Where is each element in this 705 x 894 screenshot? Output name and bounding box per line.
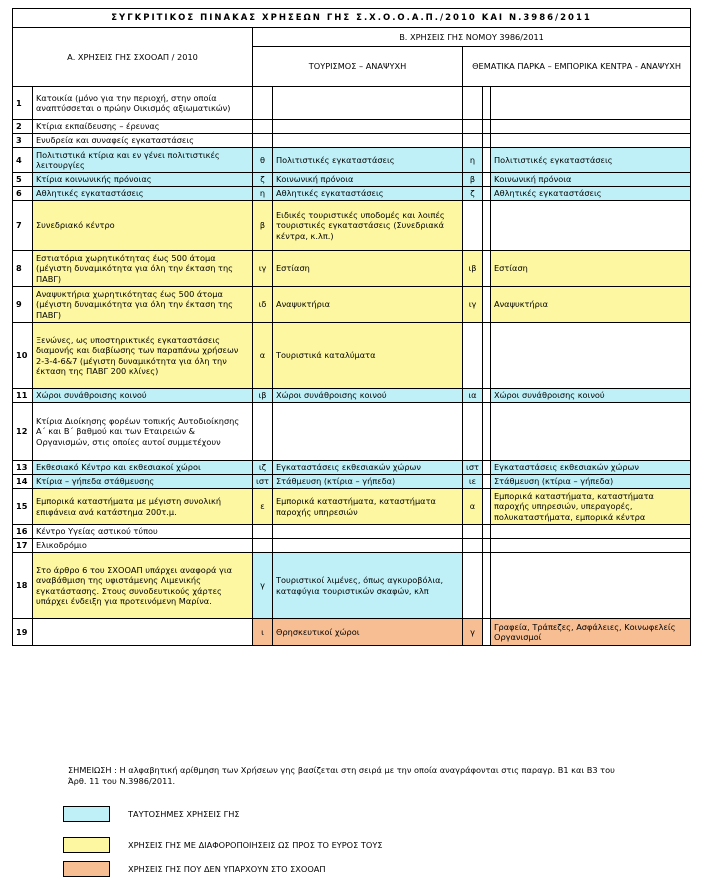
- uses-parks: [491, 539, 691, 553]
- legend-label-missing: ΧΡΗΣΕΙΣ ΓΗΣ ΠΟΥ ΔΕΝ ΥΠΑΡΧΟΥΝ ΣΤΟ ΣΧΟΟΑΠ: [128, 864, 326, 874]
- uses-schooap: Κτίρια – γήπεδα στάθμευσης: [33, 475, 253, 489]
- table-row: [13, 148, 691, 173]
- tourism-letter: ε: [253, 489, 273, 525]
- uses-parks: Κοινωνική πρόνοια: [491, 173, 691, 187]
- legend-missing: [63, 861, 326, 877]
- column-gap: [483, 120, 491, 134]
- tourism-letter: [253, 525, 273, 539]
- table-row: [13, 461, 691, 475]
- table-row: [13, 173, 691, 187]
- uses-parks: [491, 201, 691, 251]
- comparison-table: [12, 8, 691, 646]
- table-row: [13, 251, 691, 287]
- uses-tourism: Κοινωνική πρόνοια: [273, 173, 463, 187]
- column-gap: [483, 489, 491, 525]
- row-number: 16: [13, 525, 33, 539]
- table-row: [13, 619, 691, 646]
- uses-tourism: Πολιτιστικές εγκαταστάσεις: [273, 148, 463, 173]
- uses-parks: Εγκαταστάσεις εκθεσιακών χώρων: [491, 461, 691, 475]
- uses-parks: Εστίαση: [491, 251, 691, 287]
- table-row: [13, 389, 691, 403]
- parks-letter: [463, 134, 483, 148]
- uses-schooap: Ξενώνες, ως υποστηρικτικές εγκαταστάσεις διαμονής και διαβίωσης των παραπάνω χρήσεων 2-3-4-6&7 (μέγιστη δυναμικότητα για όλη την έκταση της ΠΑΒΓ 200 κλίνες): [33, 323, 253, 389]
- row-number: 5: [13, 173, 33, 187]
- parks-letter: [463, 323, 483, 389]
- table-row: [13, 475, 691, 489]
- parks-letter: β: [463, 173, 483, 187]
- uses-parks: [491, 403, 691, 461]
- column-gap: [483, 461, 491, 475]
- uses-parks: Εμπορικά καταστήματα, καταστήματα παροχής υπηρεσιών, υπεραγορές, πολυκαταστήματα, εμπορικά κέντρα: [491, 489, 691, 525]
- column-gap: [483, 403, 491, 461]
- legend-swatch-missing: [63, 861, 110, 877]
- uses-schooap: Χώροι συνάθροισης κοινού: [33, 389, 253, 403]
- uses-tourism: [273, 403, 463, 461]
- legend-label-differentiated: ΧΡΗΣΕΙΣ ΓΗΣ ΜΕ ΔΙΑΦΟΡΟΠΟΙΗΣΕΙΣ ΩΣ ΠΡΟΣ ΤΟ ΕΥΡΟΣ ΤΟΥΣ: [128, 840, 383, 850]
- column-gap: [483, 475, 491, 489]
- row-number: 13: [13, 461, 33, 475]
- tourism-letter: β: [253, 201, 273, 251]
- tourism-letter: [253, 87, 273, 120]
- table-row: [13, 287, 691, 323]
- row-number: 6: [13, 187, 33, 201]
- row-number: 10: [13, 323, 33, 389]
- column-gap: [483, 148, 491, 173]
- row-number: 15: [13, 489, 33, 525]
- uses-parks: Στάθμευση (κτίρια – γήπεδα): [491, 475, 691, 489]
- uses-tourism: Ειδικές τουριστικές υποδομές και λοιπές τουριστικές εγκαταστάσεις (Συνεδριακά κέντρα, κ.λπ.): [273, 201, 463, 251]
- parks-letter: ιστ: [463, 461, 483, 475]
- uses-schooap: Εκθεσιακό Κέντρο και εκθεσιακοί χώροι: [33, 461, 253, 475]
- uses-tourism: Χώροι συνάθροισης κοινού: [273, 389, 463, 403]
- column-gap: [483, 525, 491, 539]
- row-number: 1: [13, 87, 33, 120]
- header-parks: ΘΕΜΑΤΙΚΑ ΠΑΡΚΑ – ΕΜΠΟΡΙΚΑ ΚΕΝΤΡΑ - ΑΝΑΨΥΧΗ: [463, 47, 691, 87]
- legend-differentiated: [63, 837, 383, 853]
- uses-parks: [491, 120, 691, 134]
- column-gap: [483, 389, 491, 403]
- parks-letter: ιε: [463, 475, 483, 489]
- uses-tourism: [273, 525, 463, 539]
- column-gap: [483, 187, 491, 201]
- parks-letter: [463, 525, 483, 539]
- table-row: [13, 323, 691, 389]
- uses-tourism: Θρησκευτικοί χώροι: [273, 619, 463, 646]
- uses-tourism: Τουριστικά καταλύματα: [273, 323, 463, 389]
- uses-tourism: Αθλητικές εγκαταστάσεις: [273, 187, 463, 201]
- uses-parks: Αναψυκτήρια: [491, 287, 691, 323]
- parks-letter: [463, 553, 483, 619]
- uses-schooap: Κέντρο Υγείας αστικού τύπου: [33, 525, 253, 539]
- tourism-letter: [253, 403, 273, 461]
- row-number: 11: [13, 389, 33, 403]
- uses-schooap: Κτίρια εκπαίδευσης – έρευνας: [33, 120, 253, 134]
- uses-schooap: Αθλητικές εγκαταστάσεις: [33, 187, 253, 201]
- table-row: [13, 553, 691, 619]
- table-title: ΣΥΓΚΡΙΤΙΚΟΣ ΠΙΝΑΚΑΣ ΧΡΗΣΕΩΝ ΓΗΣ Σ.Χ.Ο.Ο.Α.Π./2010 ΚΑΙ Ν.3986/2011: [13, 9, 691, 28]
- uses-schooap: Εστιατόρια χωρητικότητας έως 500 άτομα (μέγιστη δυναμικότητα για όλη την έκταση της ΠΑΒΓ): [33, 251, 253, 287]
- parks-letter: α: [463, 489, 483, 525]
- uses-schooap: Κτίρια Διοίκησης φορέων τοπικής Αυτοδιοίκησης Α΄ και Β΄ βαθμού και των Εταιρειών & Οργανισμών, στις οποίες αυτοί συμμετέχουν: [33, 403, 253, 461]
- tourism-letter: ιδ: [253, 287, 273, 323]
- column-gap: [483, 287, 491, 323]
- row-number: 2: [13, 120, 33, 134]
- uses-tourism: Εστίαση: [273, 251, 463, 287]
- uses-tourism: Εγκαταστάσεις εκθεσιακών χώρων: [273, 461, 463, 475]
- uses-schooap: [33, 619, 253, 646]
- uses-schooap: Ελικοδρόμιο: [33, 539, 253, 553]
- uses-parks: [491, 87, 691, 120]
- row-number: 9: [13, 287, 33, 323]
- row-number: 12: [13, 403, 33, 461]
- uses-parks: Αθλητικές εγκαταστάσεις: [491, 187, 691, 201]
- parks-letter: [463, 539, 483, 553]
- uses-parks: Γραφεία, Τράπεζες, Ασφάλειες, Κοινωφελείς Οργανισμοί: [491, 619, 691, 646]
- row-number: 19: [13, 619, 33, 646]
- column-gap: [483, 553, 491, 619]
- table-body: [13, 87, 691, 646]
- parks-letter: ιβ: [463, 251, 483, 287]
- tourism-letter: [253, 120, 273, 134]
- tourism-letter: ι: [253, 619, 273, 646]
- uses-tourism: [273, 120, 463, 134]
- parks-letter: [463, 201, 483, 251]
- uses-parks: Χώροι συνάθροισης κοινού: [491, 389, 691, 403]
- uses-schooap: Στο άρθρο 6 του ΣΧΟΟΑΠ υπάρχει αναφορά για αναβάθμιση της υφιστάμενης Λιμενικής εγκατάστασης. Στους συνοδευτικούς χάρτες υπάρχει ένδειξη για προτεινόμενη Μαρίνα.: [33, 553, 253, 619]
- table-row: [13, 539, 691, 553]
- tourism-letter: ιγ: [253, 251, 273, 287]
- uses-tourism: Εμπορικά καταστήματα, καταστήματα παροχής υπηρεσιών: [273, 489, 463, 525]
- uses-schooap: Πολιτιστικά κτίρια και εν γένει πολιτιστικές λειτουργίες: [33, 148, 253, 173]
- uses-tourism: [273, 539, 463, 553]
- uses-parks: [491, 525, 691, 539]
- row-number: 8: [13, 251, 33, 287]
- parks-letter: γ: [463, 619, 483, 646]
- table-row: [13, 120, 691, 134]
- column-gap: [483, 251, 491, 287]
- uses-parks: Πολιτιστικές εγκαταστάσεις: [491, 148, 691, 173]
- row-number: 3: [13, 134, 33, 148]
- table-row: [13, 134, 691, 148]
- column-gap: [483, 87, 491, 120]
- table-row: [13, 201, 691, 251]
- tourism-letter: γ: [253, 553, 273, 619]
- tourism-letter: α: [253, 323, 273, 389]
- parks-letter: ιγ: [463, 287, 483, 323]
- table-row: [13, 187, 691, 201]
- parks-letter: [463, 120, 483, 134]
- header-a: Α. ΧΡΗΣΕΙΣ ΓΗΣ ΣΧΟΟΑΠ / 2010: [13, 28, 253, 87]
- legend-swatch-identical: [63, 806, 110, 822]
- uses-parks: [491, 323, 691, 389]
- tourism-letter: ιβ: [253, 389, 273, 403]
- legend-identical: [63, 806, 240, 822]
- column-gap: [483, 134, 491, 148]
- column-gap: [483, 619, 491, 646]
- uses-parks: [491, 134, 691, 148]
- uses-schooap: Αναψυκτήρια χωρητικότητας έως 500 άτομα (μέγιστη δυναμικότητα για όλη την έκταση της ΠΑΒΓ): [33, 287, 253, 323]
- header-tourism: ΤΟΥΡΙΣΜΟΣ – ΑΝΑΨΥΧΗ: [253, 47, 463, 87]
- tourism-letter: η: [253, 187, 273, 201]
- tourism-letter: [253, 539, 273, 553]
- uses-schooap: Συνεδριακό κέντρο: [33, 201, 253, 251]
- legend-swatch-differentiated: [63, 837, 110, 853]
- row-number: 7: [13, 201, 33, 251]
- table-row: [13, 403, 691, 461]
- uses-tourism: Αναψυκτήρια: [273, 287, 463, 323]
- row-number: 18: [13, 553, 33, 619]
- tourism-letter: [253, 134, 273, 148]
- uses-schooap: Κτίρια κοινωνικής πρόνοιας: [33, 173, 253, 187]
- parks-letter: ζ: [463, 187, 483, 201]
- table-row: [13, 87, 691, 120]
- note-text: ΣΗΜΕΙΩΣΗ : Η αλφαβητική αρίθμηση των Χρήσεων γης βασίζεται στη σειρά με την οποία αναγράφονται στις παραγρ. Β1 και Β3 του Άρθ. 11 του Ν.3986/2011.: [68, 765, 615, 787]
- legend-label-identical: ΤΑΥΤΟΣΗΜΕΣ ΧΡΗΣΕΙΣ ΓΗΣ: [128, 809, 240, 819]
- row-number: 14: [13, 475, 33, 489]
- header-b: Β. ΧΡΗΣΕΙΣ ΓΗΣ ΝΟΜΟΥ 3986/2011: [253, 28, 691, 47]
- parks-letter: η: [463, 148, 483, 173]
- document: [12, 8, 690, 646]
- uses-parks: [491, 553, 691, 619]
- uses-schooap: Ενυδρεία και συναφείς εγκαταστάσεις: [33, 134, 253, 148]
- uses-schooap: Εμπορικά καταστήματα με μέγιστη συνολική επιφάνεια ανά κατάστημα 200τ.μ.: [33, 489, 253, 525]
- column-gap: [483, 201, 491, 251]
- table-row: [13, 525, 691, 539]
- uses-tourism: Τουριστικοί λιμένες, όπως αγκυροβόλια, καταφύγια τουριστικών σκαφών, κλπ: [273, 553, 463, 619]
- row-number: 4: [13, 148, 33, 173]
- parks-letter: [463, 87, 483, 120]
- uses-tourism: [273, 134, 463, 148]
- parks-letter: [463, 403, 483, 461]
- tourism-letter: θ: [253, 148, 273, 173]
- parks-letter: ια: [463, 389, 483, 403]
- tourism-letter: ιστ: [253, 475, 273, 489]
- column-gap: [483, 323, 491, 389]
- uses-schooap: Κατοικία (μόνο για την περιοχή, στην οποία αναπτύσσεται ο πρώην Οικισμός αξιωματικών): [33, 87, 253, 120]
- table-row: [13, 489, 691, 525]
- tourism-letter: ιζ: [253, 461, 273, 475]
- tourism-letter: ζ: [253, 173, 273, 187]
- column-gap: [483, 173, 491, 187]
- row-number: 17: [13, 539, 33, 553]
- column-gap: [483, 539, 491, 553]
- uses-tourism: Στάθμευση (κτίρια – γήπεδα): [273, 475, 463, 489]
- uses-tourism: [273, 87, 463, 120]
